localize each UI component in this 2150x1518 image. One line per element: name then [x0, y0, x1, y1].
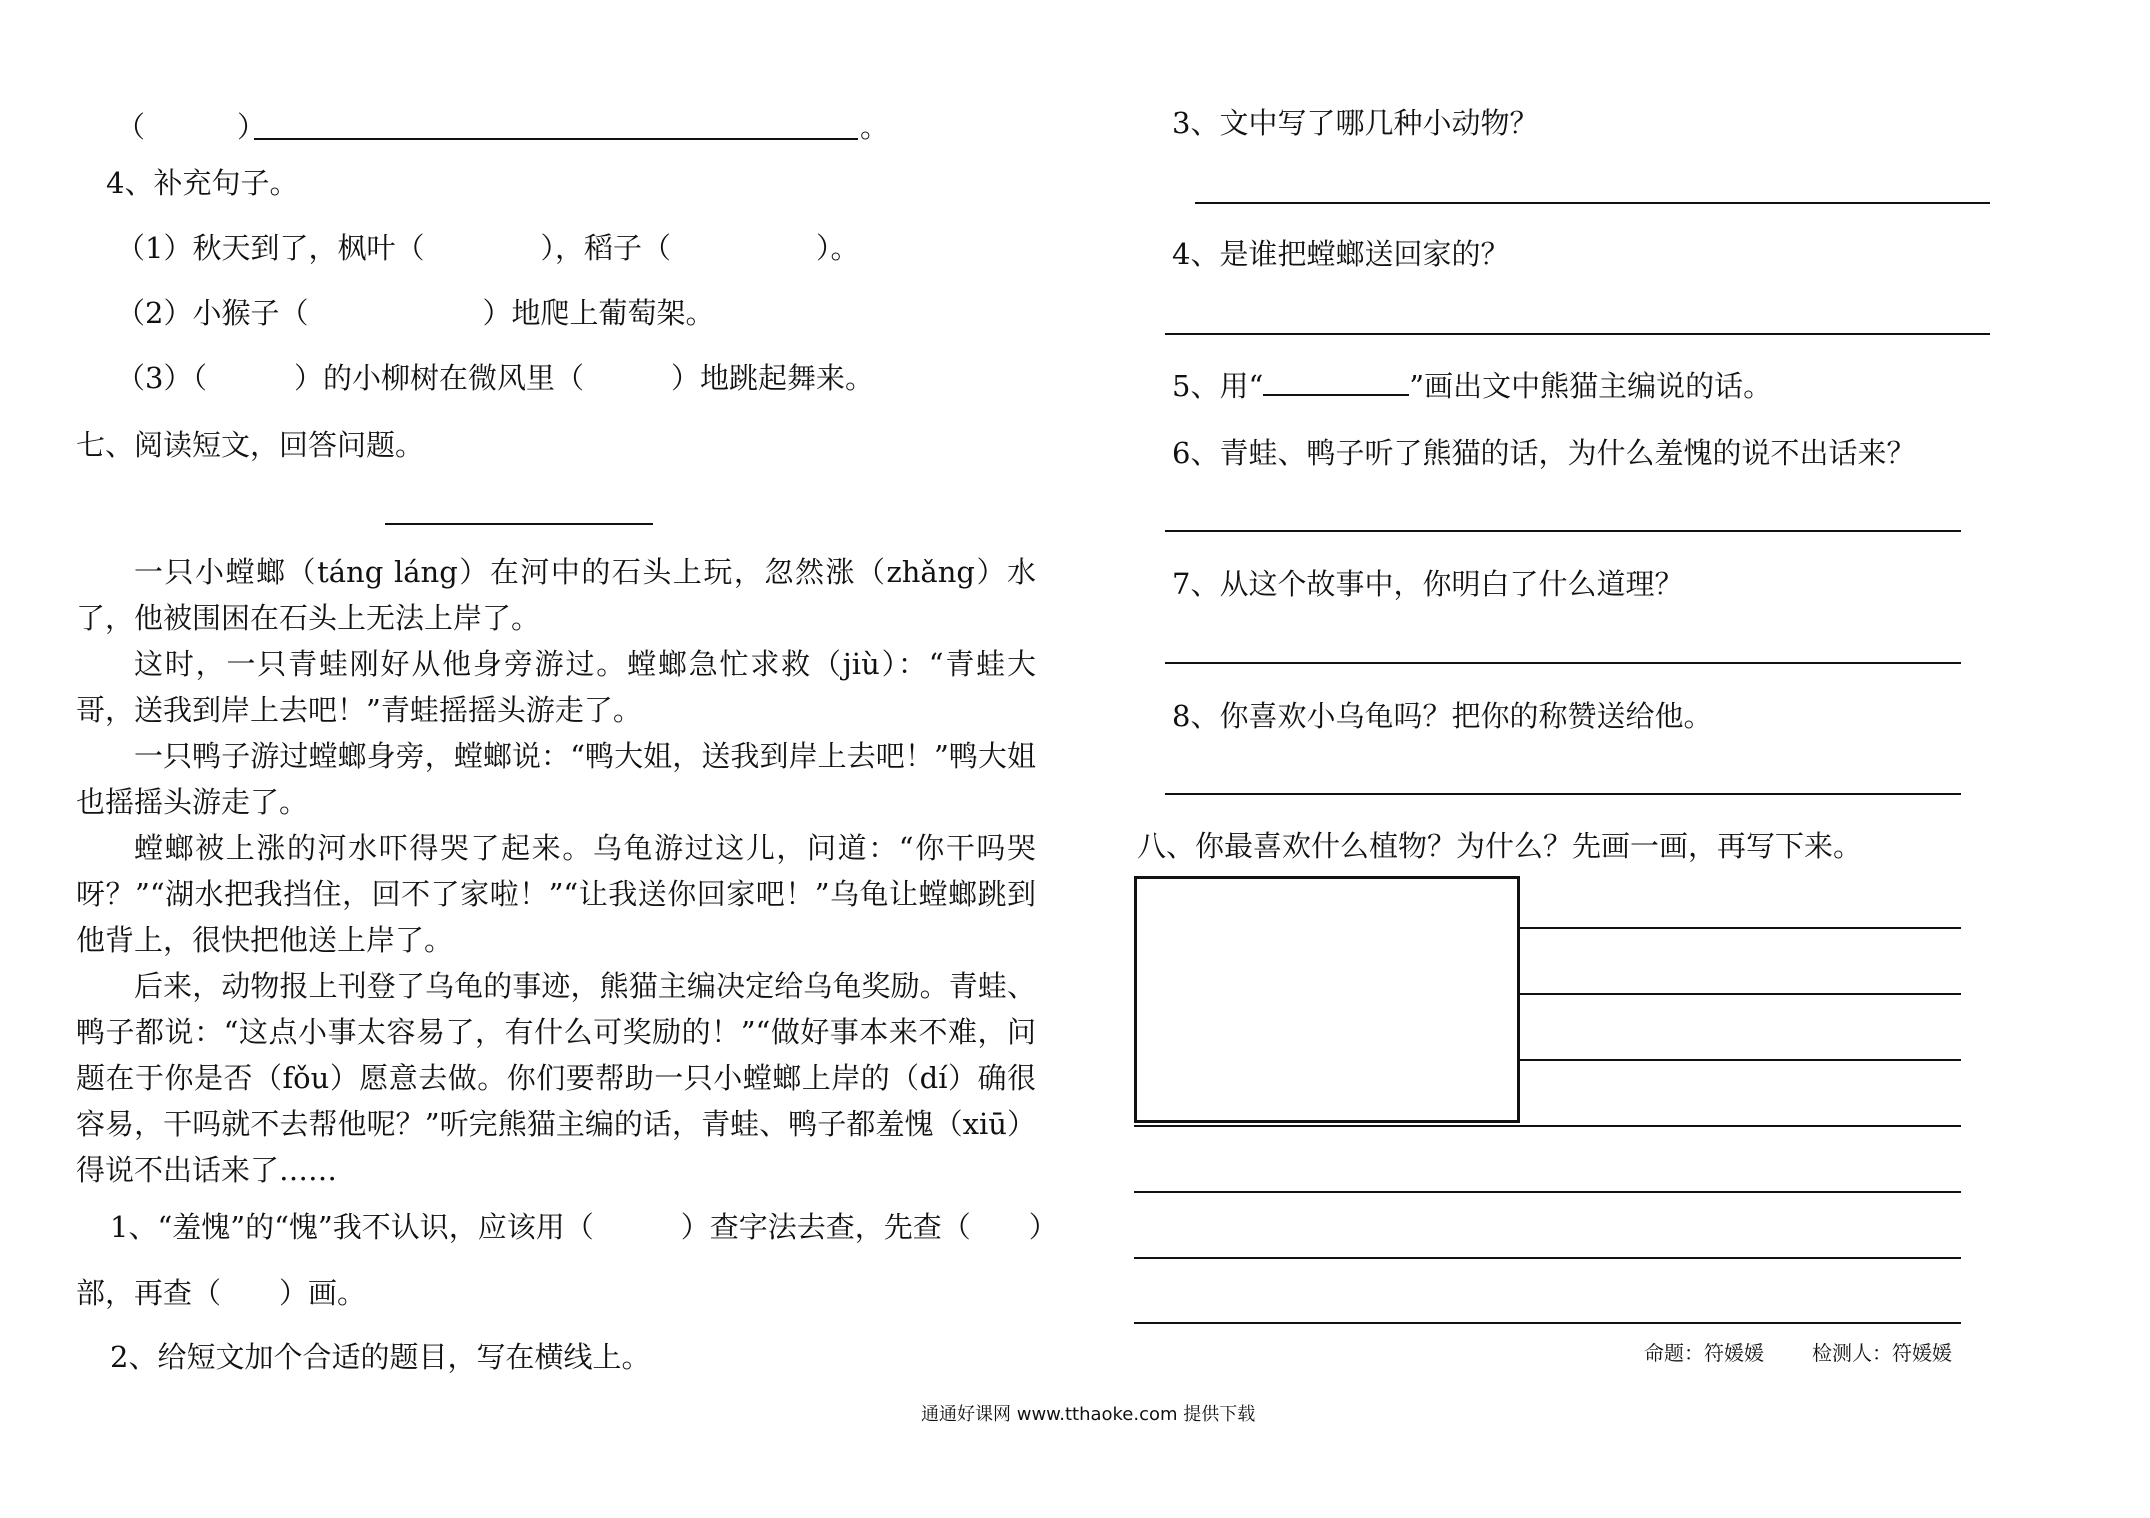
paren-close: ）	[237, 110, 267, 144]
q4-item-1: （1）秋天到了，枫叶（ ），稻子（ ）。	[116, 231, 860, 265]
q3-answer-line	[116, 107, 266, 147]
writing-line[interactable]	[1134, 1125, 1961, 1127]
q8-prompt: 8、你喜欢小乌龟吗？把你的称赞送给他。	[1172, 699, 1713, 733]
q1-line-2: 部，再查（ ）画。	[76, 1276, 367, 1310]
passage-paragraph: 这时，一只青蛙刚好从他身旁游过。螳螂急忙求救（jiù）：“青蛙大哥，送我到岸上去吧！”青蛙摇摇头游走了。	[76, 647, 1036, 727]
q7-prompt: 7、从这个故事中，你明白了什么道理？	[1172, 567, 1684, 601]
q5-sample-line	[1263, 372, 1409, 396]
section8-title: 八、你最喜欢什么植物？为什么？先画一画，再写下来。	[1137, 829, 1863, 863]
q5-prompt	[1172, 366, 1772, 406]
q4-item-3: （3）（ ）的小柳树在微风里（ ）地跳起舞来。	[116, 361, 874, 395]
writing-line[interactable]	[1134, 1191, 1961, 1193]
title-blank-line[interactable]	[385, 523, 653, 525]
footer-source: 通通好课网 www.tthaoke.com 提供下载	[921, 1404, 1256, 1425]
q4-title: 4、补充句子。	[106, 166, 299, 200]
passage-paragraph: 螳螂被上涨的河水吓得哭了起来。乌龟游过这儿，问道：“你干吗哭呀？”“湖水把我挡住，回不了家啦！”“让我送你回家吧！”乌龟让螳螂跳到他背上，很快把他送上岸了。	[76, 831, 1036, 957]
q4r-prompt: 4、是谁把螳螂送回家的？	[1172, 237, 1510, 271]
q5-prefix: 5、用“	[1172, 369, 1264, 403]
q1-line-1: 1、“羞愧”的“愧”我不认识，应该用（ ）查字法去查，先查（ ）	[110, 1210, 1058, 1244]
passage-paragraph: 一只鸭子游过螳螂身旁，螳螂说：“鸭大姐，送我到岸上去吧！”鸭大姐也摇摇头游走了。	[76, 739, 1036, 819]
section7-title: 七、阅读短文，回答问题。	[76, 428, 425, 462]
q3-underline	[254, 138, 858, 140]
answer-line-q8[interactable]	[1165, 793, 1961, 795]
writing-line[interactable]	[1520, 1059, 1961, 1061]
paren-open: （	[116, 110, 146, 144]
answer-line-q3[interactable]	[1195, 202, 1990, 204]
passage-paragraph: 一只小螳螂（táng láng）在河中的石头上玩，忽然涨（zhǎng）水了，他被围困在石头上无法上岸了。	[76, 555, 1036, 635]
passage-paragraph: 后来，动物报上刊登了乌龟的事迹，熊猫主编决定给乌龟奖励。青蛙、鸭子都说：“这点小事太容易了，有什么可奖励的！”“做好事本来不难，问题在于你是否（fǒu）愿意去做。你们要帮助一只小螳螂上岸的（dí）确很容易，干吗就不去帮他呢？”听完熊猫主编的话，青蛙、鸭子都羞愧（xiū）得说不出话来了……	[76, 969, 1036, 1187]
writing-line[interactable]	[1134, 1322, 1961, 1324]
q4-item-2: （2）小猴子（ ）地爬上葡萄架。	[116, 296, 715, 330]
drawing-box[interactable]	[1134, 876, 1520, 1123]
writing-line[interactable]	[1134, 1257, 1961, 1259]
q6-prompt: 6、青蛙、鸭子听了熊猫的话，为什么羞愧的说不出话来？	[1172, 436, 1916, 470]
credit-checker: 检测人：符媛媛	[1812, 1341, 1952, 1365]
q2-prompt: 2、给短文加个合适的题目，写在横线上。	[110, 1340, 651, 1374]
answer-line-q7[interactable]	[1165, 662, 1961, 664]
q3-period: 。	[860, 110, 890, 144]
q3-prompt: 3、文中写了哪几种小动物？	[1172, 106, 1539, 140]
reading-passage	[76, 549, 1036, 1193]
writing-line[interactable]	[1520, 927, 1961, 929]
writing-line[interactable]	[1520, 993, 1961, 995]
q5-suffix: ”画出文中熊猫主编说的话。	[1409, 369, 1773, 403]
answer-line-q4[interactable]	[1165, 333, 1990, 335]
answer-line-q6[interactable]	[1165, 530, 1961, 532]
credit-author: 命题：符媛媛	[1644, 1341, 1764, 1365]
